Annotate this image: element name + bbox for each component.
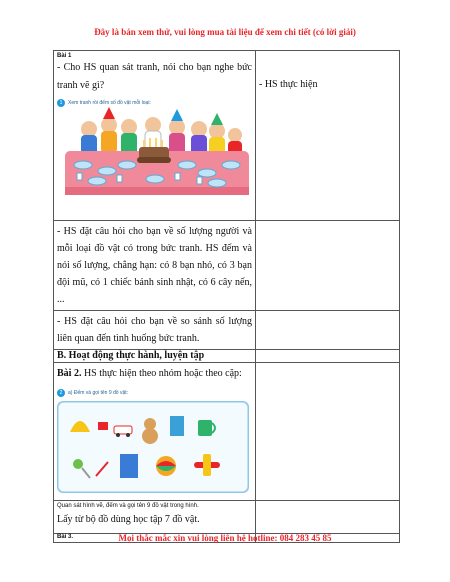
instruction-text	[57, 365, 252, 383]
figure-caption	[57, 99, 252, 107]
objects-illustration	[57, 401, 249, 493]
activity-cell	[54, 51, 256, 221]
response-cell	[256, 350, 400, 363]
instruction-text: - Cho HS quan sát tranh, nói cho bạn nghe bức tranh vẽ gì?	[57, 62, 252, 91]
response-cell	[256, 501, 400, 534]
figure-caption-text: Xem tranh rồi đếm số đồ vật mỗi loại:	[68, 100, 151, 106]
activity-cell	[54, 311, 256, 350]
notebook-icon	[120, 454, 138, 478]
table-row	[54, 363, 400, 501]
lesson-table	[53, 50, 400, 543]
hotline-banner: Mọi thắc mắc xin vui lòng liên hệ hotline: 084 283 45 85	[118, 533, 332, 543]
instruction-text: - HS đặt câu hỏi cho bạn về so sánh số lượng liên quan đến tình huống bức tranh.	[57, 316, 252, 344]
response-cell	[256, 363, 400, 501]
rattle-icon	[73, 459, 83, 469]
figure-caption-text: a) Đếm và gọi tên 9 đồ vật:	[68, 390, 129, 396]
section-heading-cell	[54, 350, 256, 363]
table-row	[54, 311, 400, 350]
preview-banner: Đây là bản xem thử, vui lòng mua tài liệu để xem chi tiết (có lời giải)	[94, 27, 356, 37]
activity-cell	[54, 363, 256, 501]
exercise-label: Bài 1	[57, 53, 72, 59]
response-cell	[256, 311, 400, 350]
activity-cell	[54, 501, 256, 534]
take-text: Lấy từ bộ đồ dùng học tập 7 đồ vật.	[57, 514, 200, 525]
cup-icon	[198, 420, 212, 436]
number-badge: 1	[57, 99, 65, 107]
instruction-text: - HS đặt câu hỏi cho bạn về số lượng người và mỗi loại đồ vật có trong bức tranh. HS đếm và nói số lượng, chẳng hạn: có 8 bạn nhỏ, có 3 bạn đội mũ, có 1 chiếc bánh sinh nhật, có 6 cây nến, ...	[57, 226, 252, 305]
table-row	[54, 350, 400, 363]
exercise-label: Bài 3.	[57, 534, 74, 540]
box-icon	[170, 416, 184, 436]
observe-text: Quan sát hình vẽ, đếm và gọi tên 9 đồ vật trong hình.	[57, 503, 199, 509]
section-heading: B. Hoạt động thực hành, luyện tập	[57, 350, 205, 361]
table-row	[54, 51, 400, 221]
table-row	[54, 221, 400, 311]
exercise-label: Bài 2.	[57, 368, 82, 379]
number-badge: 2	[57, 389, 65, 397]
response-cell	[256, 221, 400, 311]
table-row	[54, 501, 400, 534]
sharpener-icon	[98, 422, 108, 430]
exercise-text: HS thực hiện theo nhóm hoặc theo cặp:	[83, 368, 242, 379]
activity-cell	[54, 221, 256, 311]
response-cell	[256, 51, 400, 221]
figure-caption	[57, 389, 252, 397]
birthday-figure	[57, 99, 252, 202]
toy-car-icon	[114, 426, 132, 434]
response-text: - HS thực hiện	[259, 79, 318, 90]
birthday-party-illustration	[57, 107, 253, 197]
